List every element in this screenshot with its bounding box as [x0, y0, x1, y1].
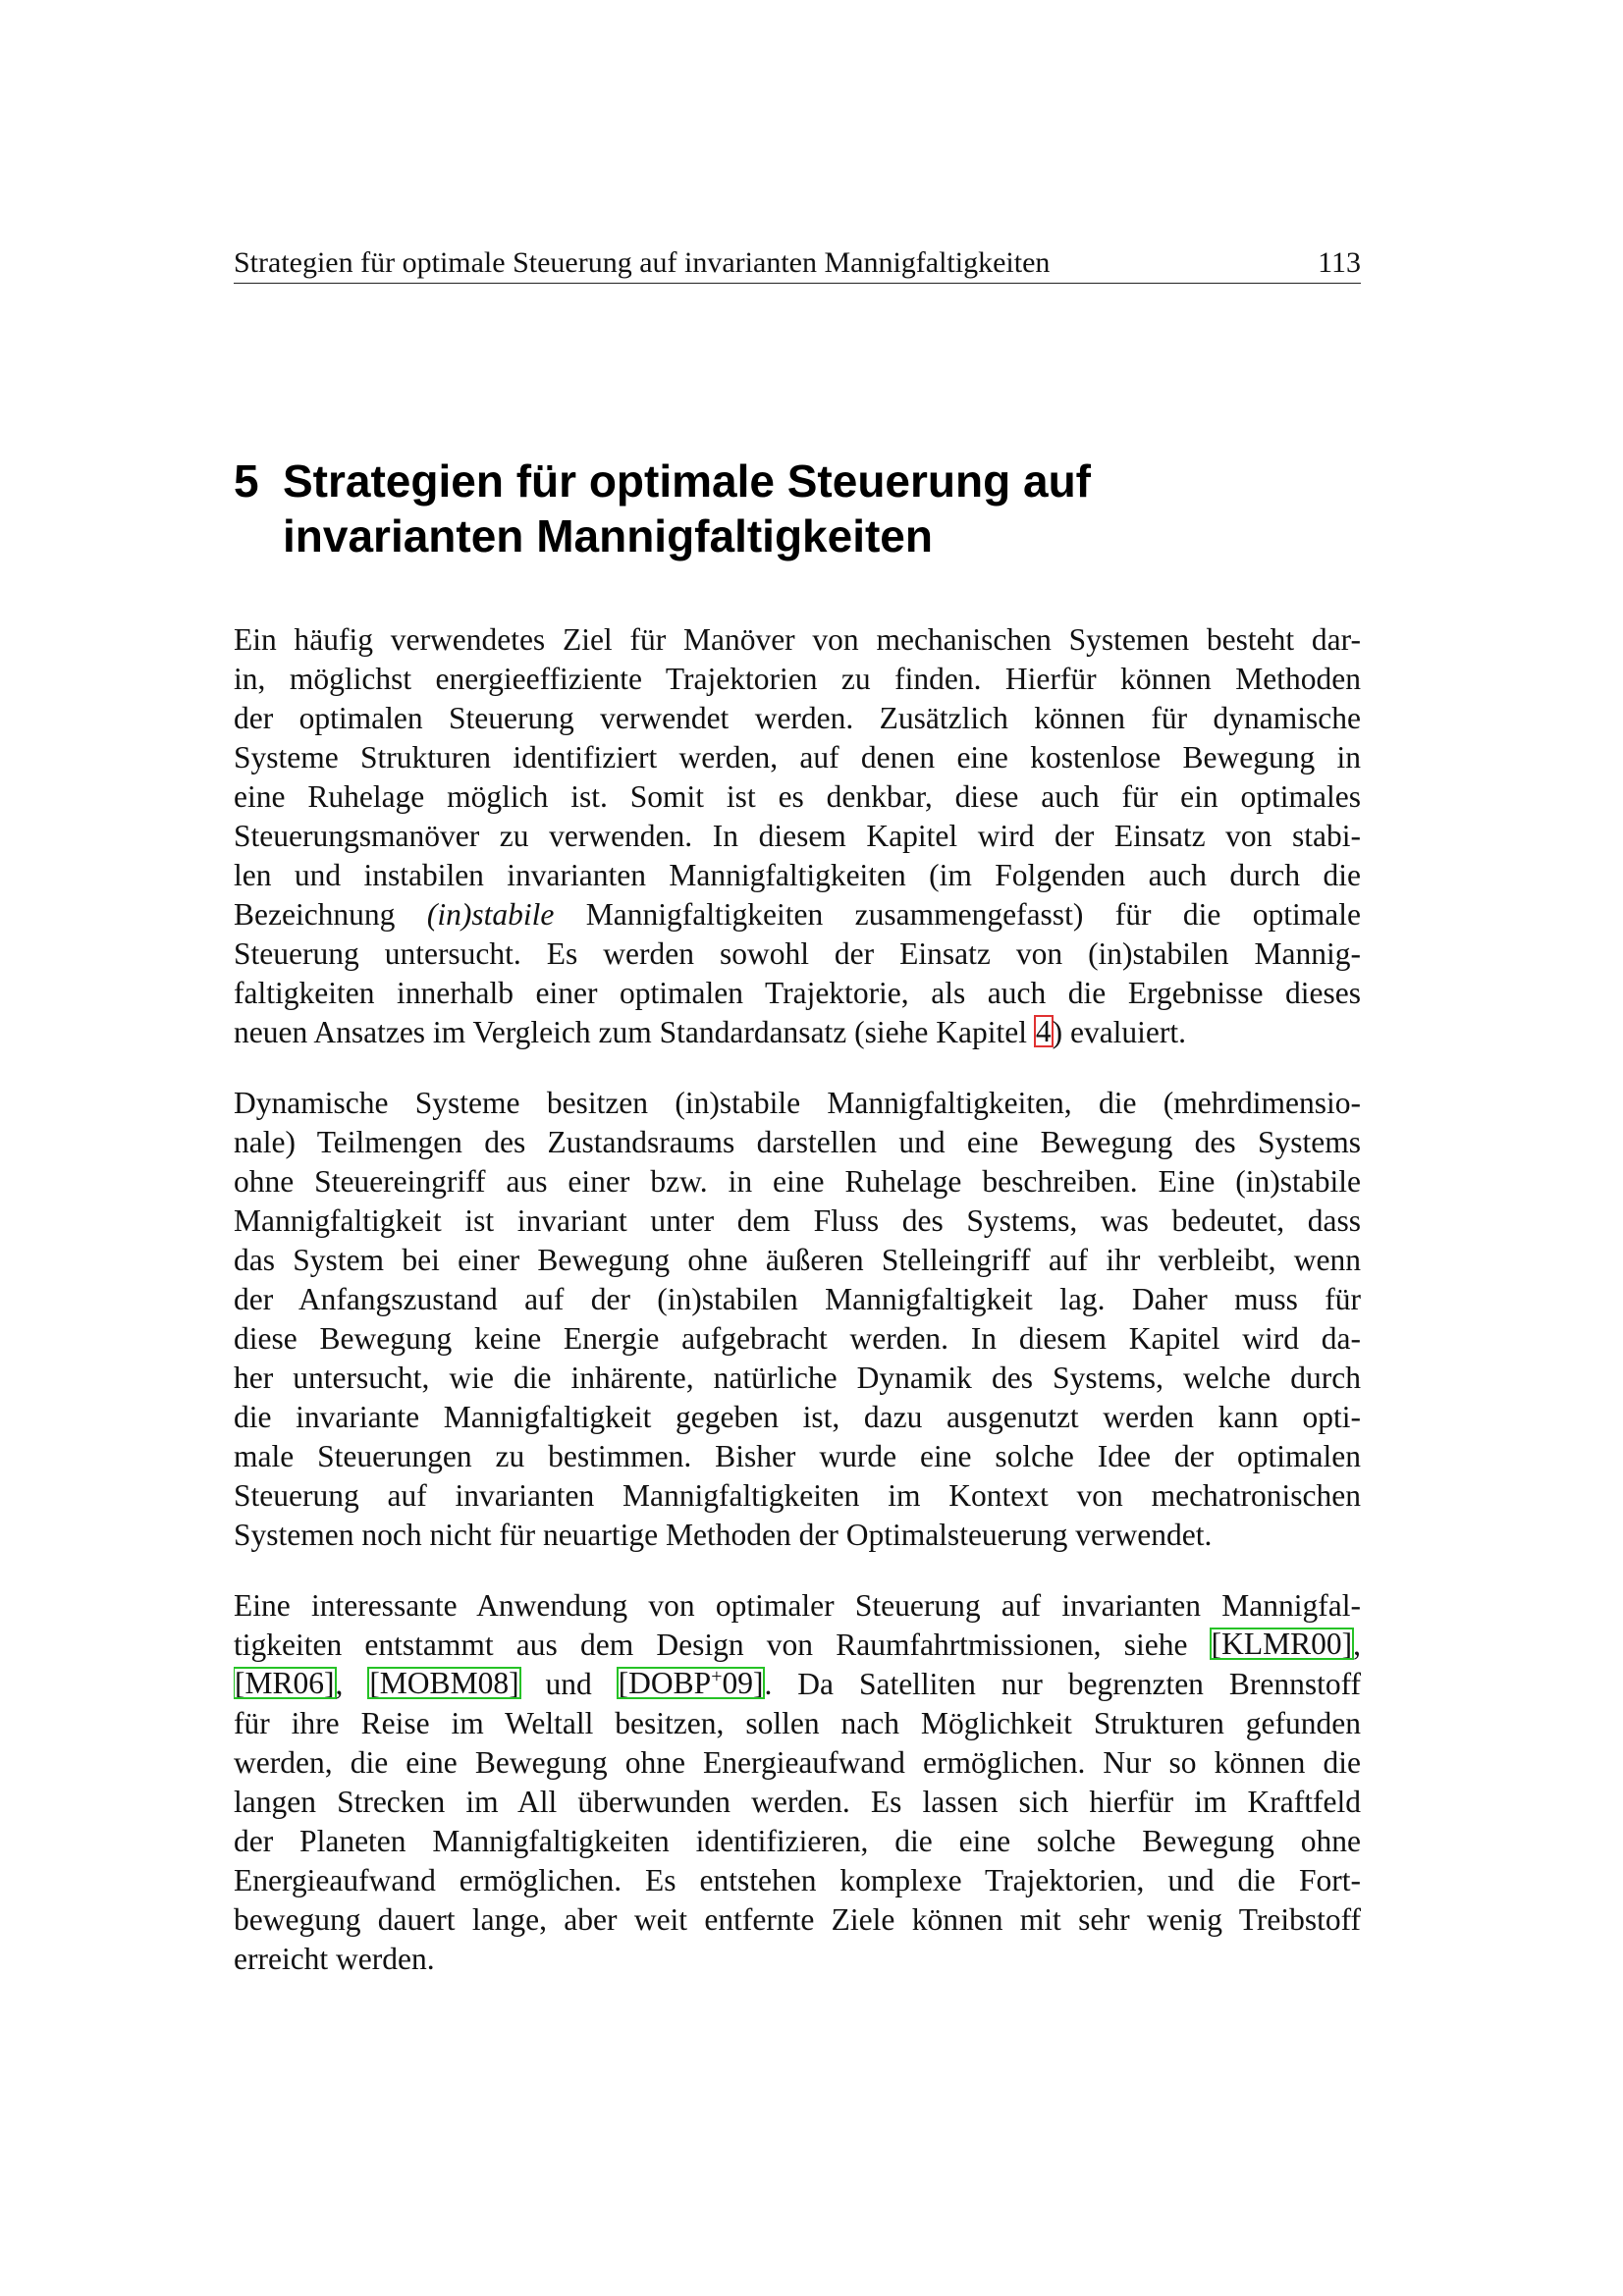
text-line: her untersucht, wie die inhärente, natürliche Dynamik des Systems, welche durch: [234, 1361, 1361, 1395]
text-segment: und: [519, 1667, 618, 1701]
text-line: die invariante Mannigfaltigkeit gegeben ist, dazu ausgenutzt werden kann opti-: [234, 1400, 1361, 1434]
text-segment: neuen Ansatzes im Vergleich zum Standardansatz (siehe Kapitel: [234, 1015, 1035, 1049]
text-line: Systemen noch nicht für neuartige Methoden der Optimalsteuerung verwendet.: [234, 1518, 1213, 1552]
text-line: len und instabilen invarianten Mannigfaltigkeiten (im Folgenden auch durch die: [234, 858, 1361, 892]
text-line: Systeme Strukturen identifiziert werden, auf denen eine kostenlose Bewegung in: [234, 740, 1361, 774]
text-line: Energieaufwand ermöglichen. Es entstehen komplexe Trajektorien, und die Fort-: [234, 1863, 1361, 1897]
paragraph-3: [234, 1586, 1361, 1979]
chapter-title-line-1: Strategien für optimale Steuerung auf: [283, 455, 1091, 507]
text-line: in, möglichst energieeffiziente Trajektorien zu finden. Hierfür können Methoden: [234, 662, 1361, 696]
text-line: male Steuerungen zu bestimmen. Bisher wurde eine solche Idee der optimalen: [234, 1439, 1361, 1473]
text-line: Mannigfaltigkeit ist invariant unter dem Fluss des Systems, was bedeutet, dass: [234, 1203, 1361, 1238]
text-segment: tigkeiten entstammt aus dem Design von Raumfahrtmissionen, siehe: [234, 1628, 1211, 1662]
text-line: [234, 895, 1361, 934]
running-header: [234, 243, 1361, 284]
text-segment: ,: [335, 1667, 369, 1701]
chapter-title: [283, 454, 1265, 563]
text-line: werden, die eine Bewegung ohne Energieaufwand ermöglichen. Nur so können die: [234, 1745, 1361, 1780]
page-number: 113: [1318, 246, 1361, 279]
text-line: Dynamische Systeme besitzen (in)stabile Mannigfaltigkeiten, die (mehrdimensio-: [234, 1086, 1361, 1120]
text-segment: . Da Satelliten nur begrenzten Brennstoff: [764, 1667, 1361, 1701]
text-line: Eine interessante Anwendung von optimaler Steuerung auf invarianten Mannigfal-: [234, 1588, 1361, 1623]
text-line: bewegung dauert lange, aber weit entfernte Ziele können mit sehr wenig Treibstoff: [234, 1902, 1361, 1937]
text-line: eine Ruhelage möglich ist. Somit ist es denkbar, diese auch für ein optimales: [234, 779, 1361, 814]
text-line: das System bei einer Bewegung ohne äußeren Stelleingriff auf ihr verbleibt, wenn: [234, 1243, 1361, 1277]
text-line: faltigkeiten innerhalb einer optimalen Trajektorie, als auch die Ergebnisse dieses: [234, 976, 1361, 1010]
chapter-number: 5: [234, 455, 259, 507]
text-line: Ein häufig verwendetes Ziel für Manöver von mechanischen Systemen besteht dar-: [234, 622, 1361, 657]
text-line: der Anfangszustand auf der (in)stabilen Mannigfaltigkeit lag. Daher muss für: [234, 1282, 1361, 1316]
paragraph-1: [234, 620, 1361, 1052]
chapter-reference-link[interactable]: 4: [1035, 1014, 1052, 1048]
text-line: der optimalen Steuerung verwendet werden. Zusätzlich können für dynamische: [234, 701, 1361, 735]
citation-link-mr06[interactable]: [MR06]: [235, 1666, 335, 1700]
body-text: [234, 620, 1361, 2010]
citation-link-dobp09[interactable]: [618, 1668, 765, 1698]
text-line: für ihre Reise im Weltall besitzen, sollen nach Möglichkeit Strukturen gefunden: [234, 1706, 1361, 1740]
citation-link-mobm08[interactable]: [MOBM08]: [369, 1666, 519, 1700]
text-line: ohne Steuereingriff aus einer bzw. in eine Ruhelage beschreiben. Eine (in)stabile: [234, 1164, 1361, 1199]
text-line: [234, 1013, 1361, 1052]
text-line: diese Bewegung keine Energie aufgebracht werden. In diesem Kapitel wird da-: [234, 1321, 1361, 1356]
text-line: nale) Teilmengen des Zustandsraums darstellen und eine Bewegung des Systems: [234, 1125, 1361, 1159]
citation-superscript: +: [711, 1666, 723, 1687]
text-line: Steuerung auf invarianten Mannigfaltigkeiten im Kontext von mechatronischen: [234, 1478, 1361, 1513]
chapter-title-line-2: invarianten Mannigfaltigkeiten: [283, 510, 933, 561]
italic-term: (in)stabile: [426, 897, 555, 932]
text-line: der Planeten Mannigfaltigkeiten identifizieren, die eine solche Bewegung ohne: [234, 1824, 1361, 1858]
citation-text: 09]: [722, 1666, 764, 1700]
text-line: [234, 1665, 1361, 1704]
text-segment: Bezeichnung: [234, 897, 427, 932]
paragraph-2: [234, 1084, 1361, 1555]
text-segment: ) evaluiert.: [1052, 1015, 1187, 1049]
citation-link-klmr00[interactable]: [KLMR00]: [1211, 1627, 1353, 1661]
text-line: erreicht werden.: [234, 1942, 435, 1976]
text-line: Steuerungsmanöver zu verwenden. In diesem Kapitel wird der Einsatz von stabi-: [234, 819, 1361, 853]
text-line: [234, 1626, 1361, 1665]
text-segment: Mannigfaltigkeiten zusammengefasst) für die optimale: [554, 897, 1361, 932]
citation-text: [DOBP: [618, 1666, 712, 1700]
running-title: Strategien für optimale Steuerung auf invarianten Mannigfaltigkeiten: [234, 246, 1051, 279]
text-line: Steuerung untersucht. Es werden sowohl der Einsatz von (in)stabilen Mannig-: [234, 936, 1361, 971]
text-segment: ,: [1353, 1628, 1361, 1662]
text-line: langen Strecken im All überwunden werden. Es lassen sich hierfür im Kraftfeld: [234, 1785, 1361, 1819]
